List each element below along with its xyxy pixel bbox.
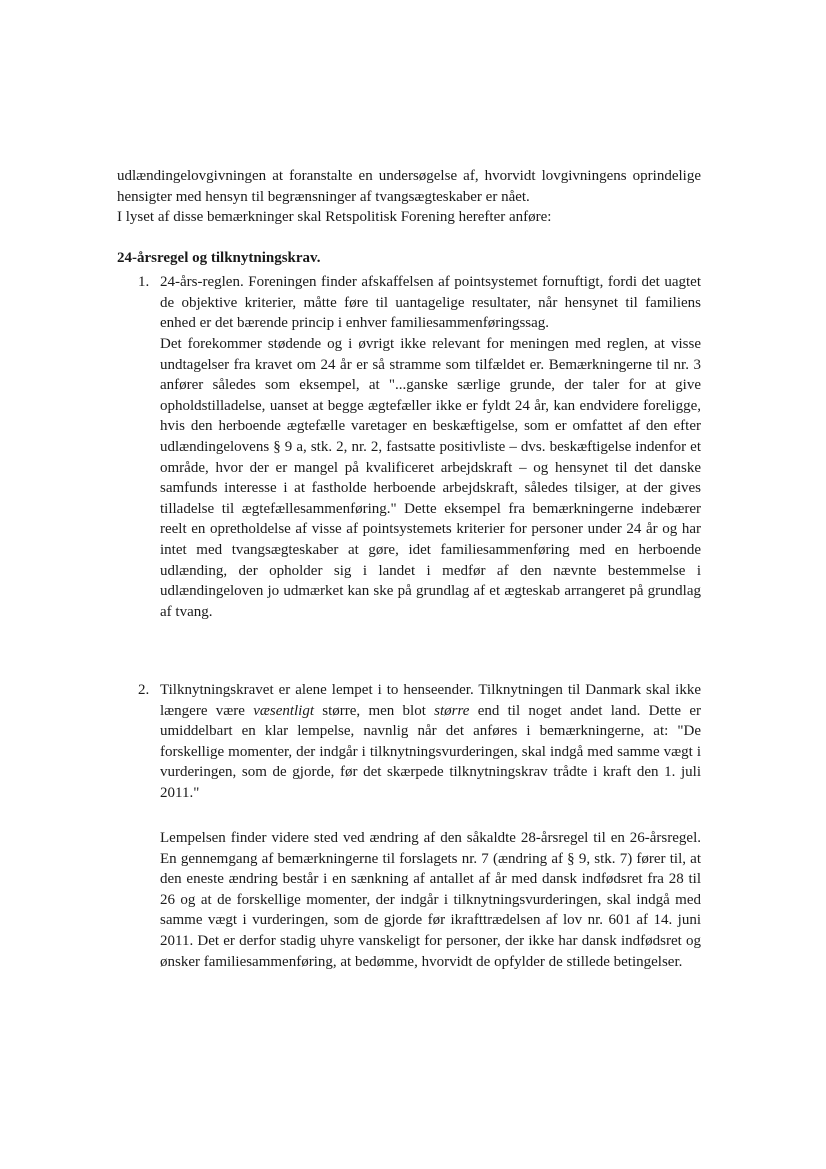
item-2-paragraph-2: Lempelsen finder videre sted ved ændring af den såkaldte 28-årsregel til en 26-årsregel. En gennemgang af bemærkningerne til forslagets nr. 7 (ændring af § 9, stk. 7) fører til, at den eneste ændring består i en sænkning af antallet af år med dansk indfødsret fra 28 til 26 og at de forskellige momenter, der indgår i tilknytningsvurderingen, skal indgå med samme vægt i vurderingen, som de gjorde før ikrafttrædelsen af lov nr. 601 af 14. juni 2011. Det er derfor stadig uhyre vanskeligt for personer, der ikke har dansk indfødsret og ønsker familiesammenføring, at bedømme, hvorvidt de opfylder de stillede betingelser. — [160, 830, 701, 970]
item-2-emphasis-1: væsentligt — [253, 702, 315, 719]
item-2-emphasis-2: større — [434, 702, 470, 719]
intro-text: udlændingelovgivningen at foranstalte en undersøgelse af, hvorvidt lovgivningens oprindelige hensigter med hensyn til begrænsninger af tvangsægteskaber er nået. — [117, 168, 701, 205]
item-2-text-b: større, men blot — [314, 702, 435, 719]
item-2-text-a: Tilknytningskravet er alene lempet i to henseender. Tilknytningen til Danmark skal ikke længere være — [160, 682, 701, 719]
item-2-text-c: end til noget andet land. Dette er umiddelbart en klar lempelse, navnlig når det anføres i bemærkningerne, at: "De forskellige momenter, der indgår i tilknytningsvurderingen, skal indgå med samme vægt i vurderingen, som de gjorde, før det skærpede tilknytningskrav trådte i kraft den 1. juli 2011." — [160, 702, 701, 801]
item-2-number: 2. — [138, 682, 150, 698]
item-1-paragraph-2: Det forekommer stødende og i øvrigt ikke relevant for meningen med reglen, at visse undtagelser fra kravet om 24 år er så stramme som tilfældet er. Bemærkningerne til nr. 3 anfører således som eksempel, at "...ganske særlige grunde, der taler for at give opholdstilladelse, uanset at begge ægtefæller ikke er fyldt 24 år, kan endvidere foreligge, hvis den herboende ægtefælle varetager en beskæftigelse, som er omfattet af den efter udlændingelovens § 9 a, stk. 2, nr. 2, fastsatte positivliste – dvs. beskæftigelse indenfor et område, hvor der er mangel på kvalificeret arbejdskraft – og hensynet til det danske samfunds interesse i at fastholde herboende arbejdskraft, således tilsiger, at der gives tilladelse til ægtefællesammenføring." Dette eksempel fra bemærkningerne indebærer reelt en opretholdelse af visse af pointsystemets kriterier for personer under 24 år og har intet med tvangsægteskaber at gøre, idet familiesammenføring med en herboende udlænding, der opholder sig i landet i medfør af den nævnte bestemmelse i udlændingeloven jo udmærket kan ske på grundlag af et ægteskab arrangeret på grundlag af tvang. — [160, 336, 701, 620]
section-heading: 24-årsregel og tilknytningskrav. — [117, 250, 321, 266]
item-1-number: 1. — [138, 274, 150, 290]
intro-conclusion: I lyset af disse bemærkninger skal Retspolitisk Forening herefter anføre: — [117, 209, 552, 226]
intro-paragraph — [117, 166, 701, 228]
item-1-paragraph-1: 24-års-reglen. Foreningen finder afskaffelsen af pointsystemet fornuftigt, fordi det uagtet de objektive kriterier, måtte føre til uantagelige resultater, når hensynet til familiens enhed er det bærende princip i enhver familiesammenføringssag. — [160, 274, 701, 332]
item-2-paragraph-1 — [160, 680, 701, 804]
